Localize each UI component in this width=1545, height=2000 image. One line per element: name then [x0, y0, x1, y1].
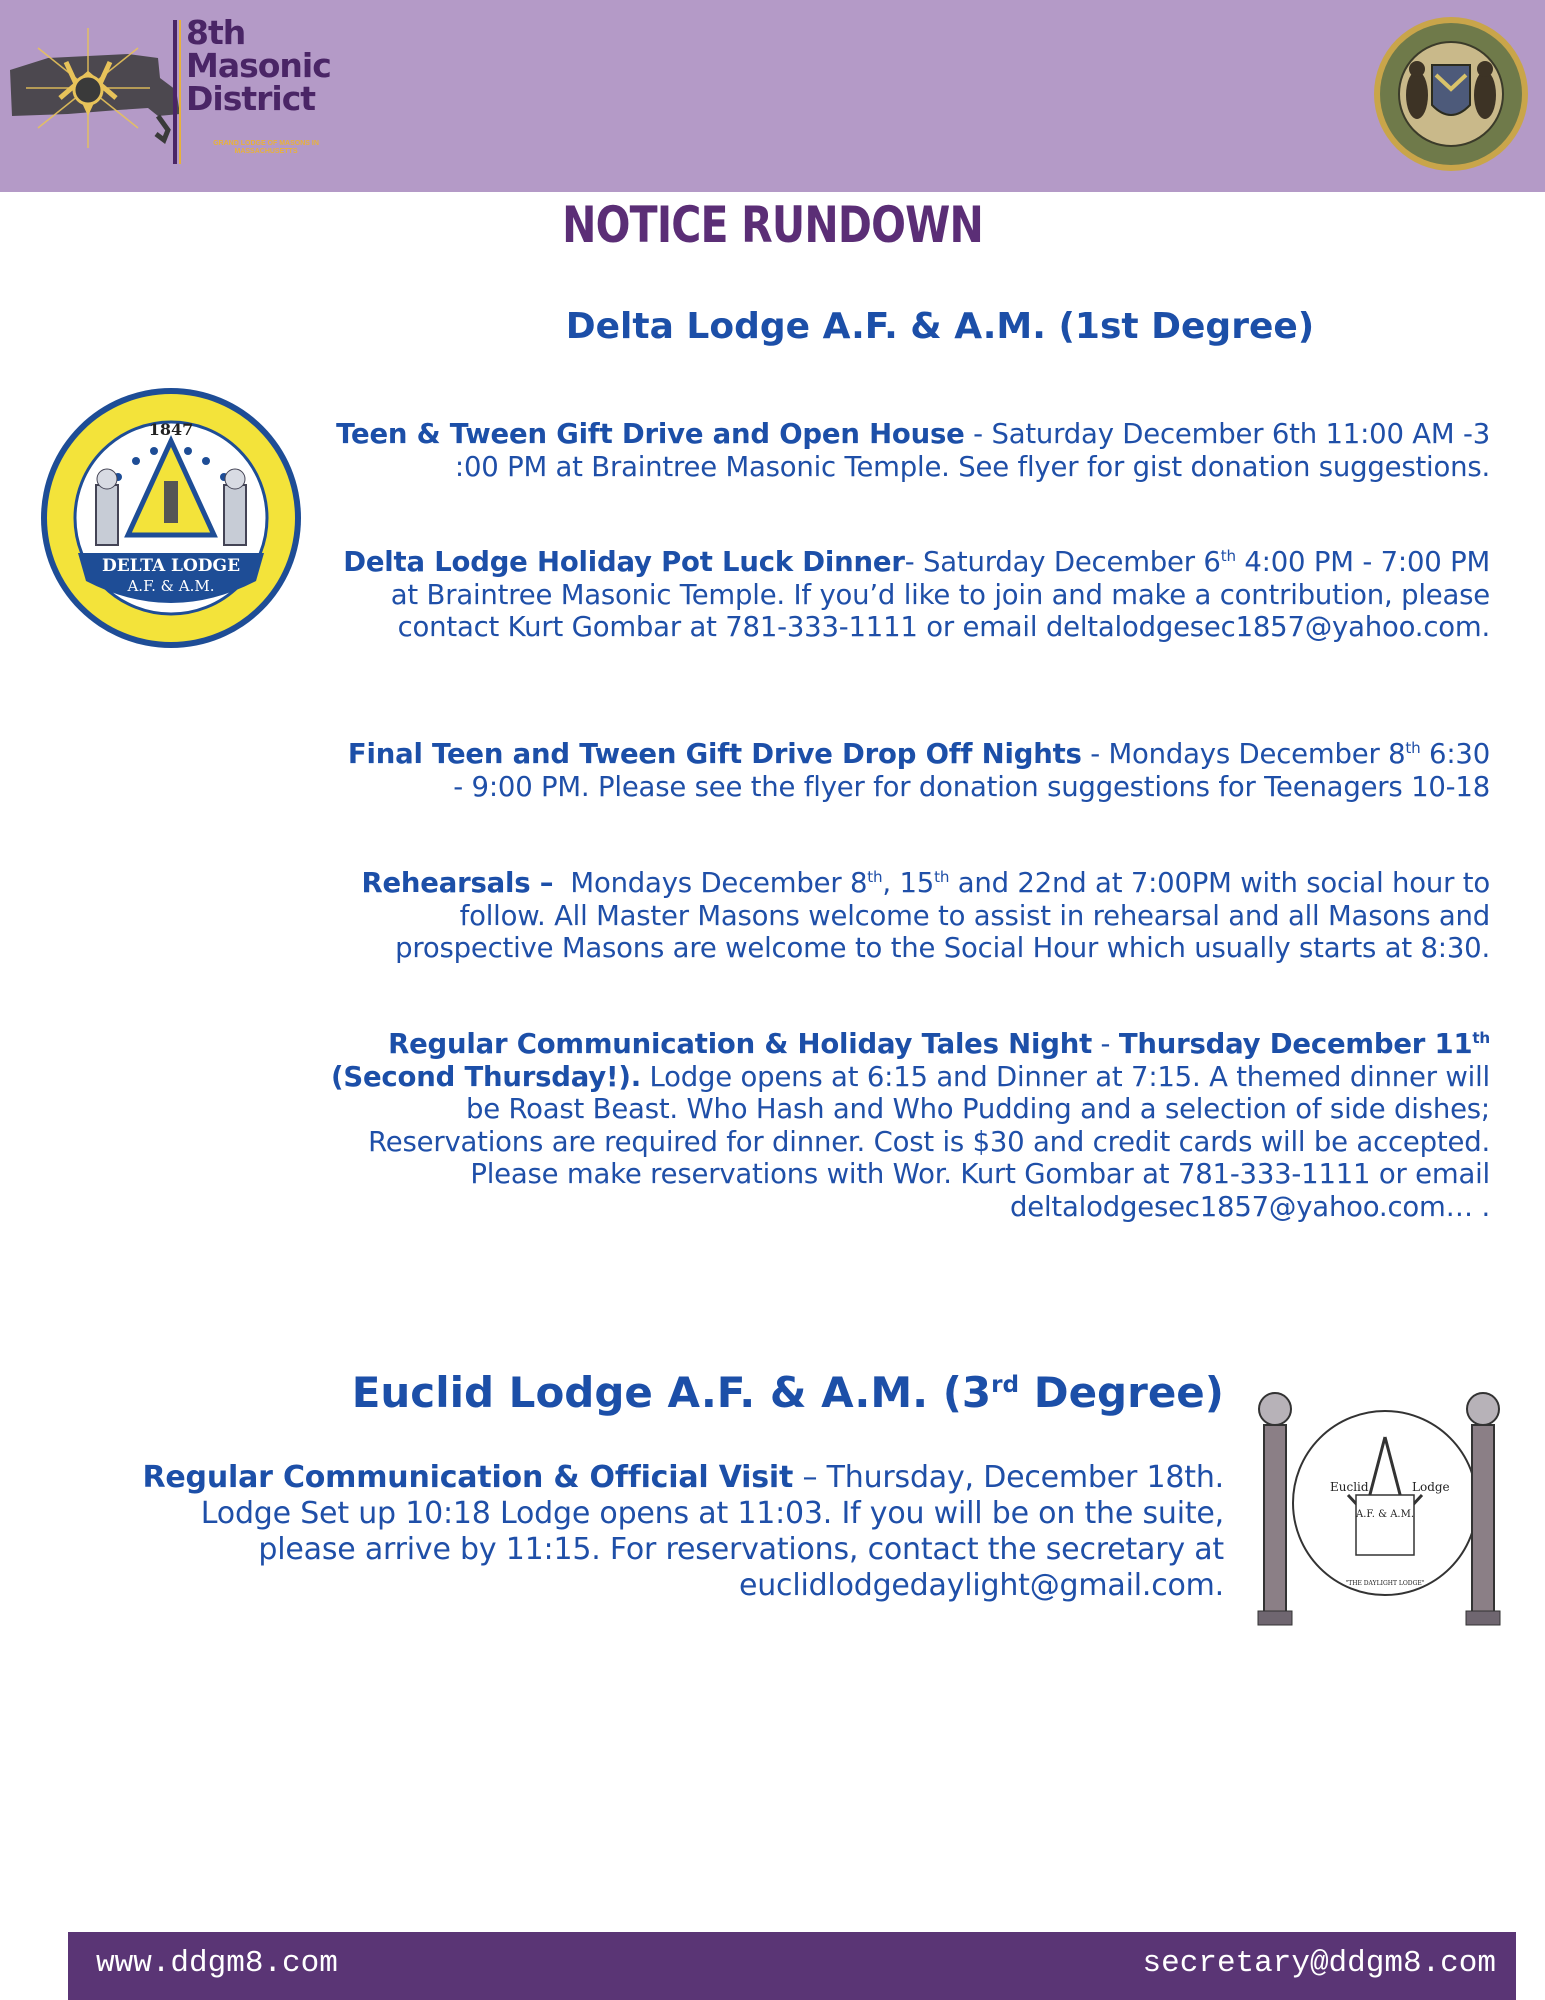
- delta-event-drop-off: [330, 738, 1490, 803]
- seal-left-word: Euclid: [1330, 1480, 1369, 1494]
- event-details: Saturday December 6: [923, 546, 1221, 578]
- event-details: Mondays December 8: [553, 867, 868, 899]
- event-title: Regular Communication & Holiday Tales Night: [388, 1028, 1093, 1060]
- event-details-cont: , 15: [882, 867, 935, 899]
- ordinal-suffix: th: [1472, 1028, 1490, 1047]
- event-sep: -: [1081, 738, 1109, 770]
- seal-suffix: A.F. & A.M.: [127, 577, 215, 595]
- event-date: Thursday December 11: [1118, 1028, 1473, 1060]
- event-details-cont: 6:30 - 9:00 PM. Please see the flyer for donation suggestions for Teenagers 10-18: [453, 738, 1490, 803]
- seal-name: DELTA LODGE: [101, 556, 241, 576]
- email-link[interactable]: secretary@ddgm8.com: [1142, 1946, 1496, 1981]
- event-details-cont: and 22nd at 7:00PM with social hour to follow. All Master Masons welcome to assist in rehearsal and all Masons and prospective Masons are welcome to the Social Hour which usually starts at 8:30.: [395, 867, 1490, 964]
- event-title: Regular Communication & Official Visit: [142, 1460, 794, 1495]
- seal-year: 1847: [148, 420, 194, 439]
- euclid-event-regular-communication: [100, 1460, 1224, 1604]
- seal-bottom: "THE DAYLIGHT LODGE": [1345, 1580, 1425, 1587]
- event-title: Delta Lodge Holiday Pot Luck Dinner: [343, 546, 905, 578]
- event-title: Rehearsals –: [361, 867, 554, 899]
- delta-lodge-heading: Delta Lodge A.F. & A.M. (1st Degree): [565, 306, 1315, 347]
- event-sep: -: [1092, 1028, 1119, 1060]
- footer-bar: [68, 1932, 1516, 2000]
- event-sep: -: [904, 546, 923, 578]
- event-details: Mondays December 8: [1108, 738, 1406, 770]
- heading-text-cont: Degree): [1019, 1368, 1224, 1417]
- website-link[interactable]: www.ddgm8.com: [96, 1946, 338, 1981]
- district-title: 8th Masonic District: [186, 13, 331, 118]
- delta-lodge-seal-icon: [38, 385, 304, 651]
- delta-event-open-house: [330, 418, 1490, 483]
- ordinal-suffix: th: [934, 867, 950, 886]
- grand-lodge-seal-icon: [1372, 15, 1530, 173]
- euclid-lodge-heading: [100, 1368, 1224, 1417]
- heading-text: Euclid Lodge A.F. & A.M. (3: [351, 1368, 992, 1417]
- ordinal-suffix: th: [1220, 546, 1236, 565]
- ordinal-suffix: th: [1405, 738, 1421, 757]
- delta-event-regular-communication: [318, 1028, 1490, 1223]
- district-subtitle: GRAND LODGE OF MASONS IN MASSACHUSETTS: [213, 140, 319, 155]
- event-details-cont: 4:00 PM - 7:00 PM at Braintree Masonic Temple. If you’d like to join and make a contribution, please contact Kurt Gombar at 781-333-1111 or email deltalodgesec1857@yahoo.com.: [390, 546, 1490, 643]
- seal-center: A.F. & A.M.: [1355, 1509, 1415, 1520]
- page-title: NOTICE RUNDOWN: [562, 196, 984, 254]
- event-sep: -: [964, 418, 992, 450]
- seal-right-word: Lodge: [1412, 1480, 1450, 1494]
- delta-event-potluck: [330, 546, 1490, 644]
- event-details: Saturday December 6th 11:00 AM -3 :00 PM at Braintree Masonic Temple. See flyer for gist donation suggestions.: [454, 418, 1490, 483]
- header-banner: [0, 0, 1545, 192]
- event-details: Lodge opens at 6:15 and Dinner at 7:15. A themed dinner will be Roast Beast. Who Hash and Who Pudding and a selection of side dishes; Reservations are required for dinner. Cost is $30 and credit cards will be accepted. Please make reservations with Wor. Kurt Gombar at 781-333-1111 or email deltalodgesec1857@yahoo.com… .: [368, 1060, 1490, 1223]
- ordinal-suffix: th: [867, 867, 883, 886]
- event-details: – Thursday, December 18th. Lodge Set up 10:18 Lodge opens at 11:03. If you will be on the suite, please arrive by 11:15. For reservations, contact the secretary at euclidlodgedaylight@gmail.com.: [200, 1460, 1224, 1603]
- divider: [173, 20, 177, 164]
- euclid-lodge-seal-icon: [1252, 1375, 1514, 1637]
- ordinal-suffix: rd: [991, 1372, 1020, 1398]
- divider: [179, 20, 181, 164]
- event-title: Teen & Tween Gift Drive and Open House: [336, 418, 965, 450]
- event-note: (Second Thursday!).: [331, 1060, 641, 1093]
- event-title: Final Teen and Tween Gift Drive Drop Off Nights: [347, 738, 1082, 770]
- delta-event-rehearsals: [330, 867, 1490, 965]
